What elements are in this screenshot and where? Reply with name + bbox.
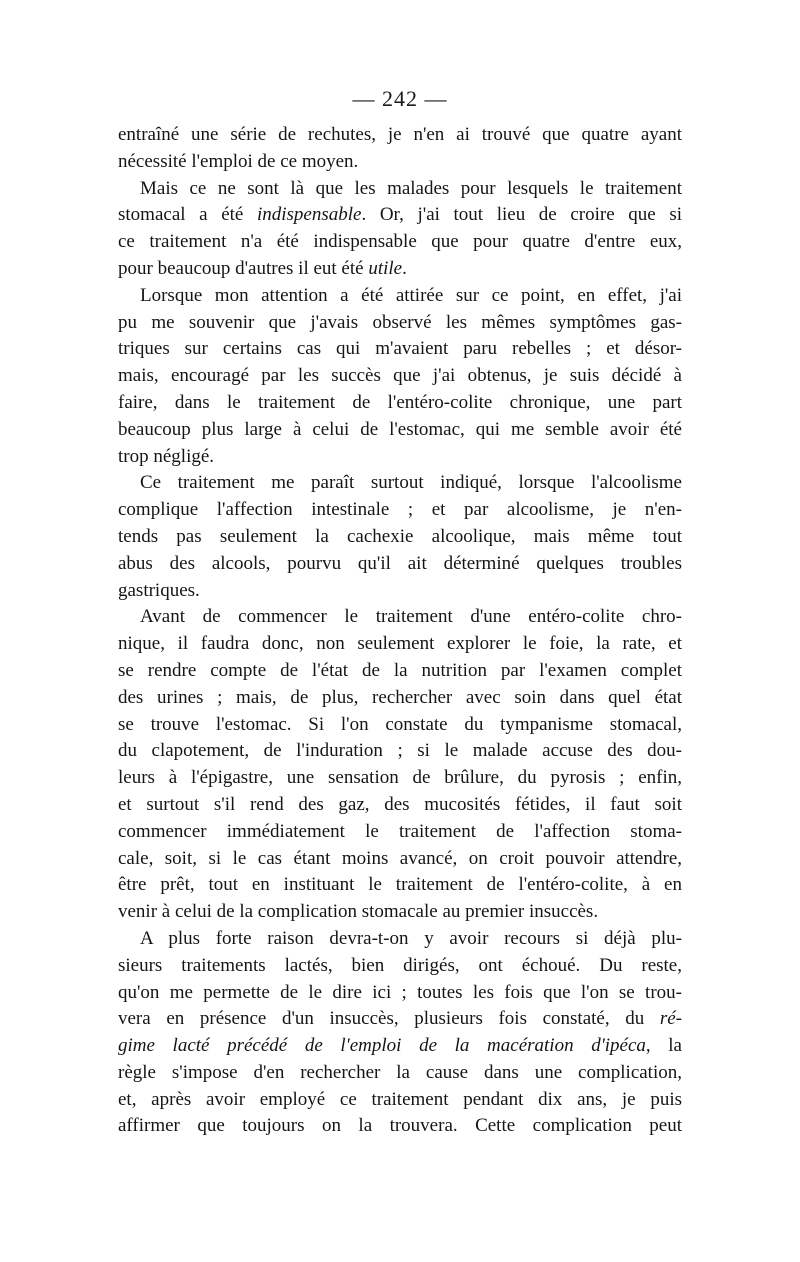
text-segment: . Or, j'ai tout lieu de croire que si: [361, 204, 683, 226]
text-line: triques sur certains cas qui m'avaient paru rebelles ; et désor-: [118, 338, 682, 360]
text-line: A plus forte raison devra-t-on y avoir recours si déjà plu-: [140, 927, 682, 949]
text-line: abus des alcools, pourvu qu'il ait déterminé quelques troubles: [118, 552, 682, 574]
text-line: Avant de commencer le traitement d'une entéro-colite chro-: [140, 606, 682, 628]
text-line: [118, 256, 682, 283]
text-line: Mais ce ne sont là que les malades pour lesquels le traitement: [140, 177, 682, 199]
text-line: ce traitement n'a été indispensable que pour quatre d'entre eux,: [118, 231, 682, 253]
text-line: se rendre compte de l'état de la nutrition par l'examen complet: [118, 659, 682, 681]
text-segment: vera en présence d'un insuccès, plusieurs fois constaté, du: [118, 1008, 660, 1030]
body-text: [118, 122, 682, 1140]
page-number: — 242 —: [352, 86, 448, 111]
paragraph: [118, 122, 682, 176]
text-line: sieurs traitements lactés, bien dirigés, ont échoué. Du reste,: [118, 954, 682, 976]
text-line: nique, il faudra donc, non seulement explorer le foie, la rate, et: [118, 633, 682, 655]
text-segment: pour beaucoup d'autres il eut été: [118, 257, 369, 279]
text-line: du clapotement, de l'induration ; si le malade accuse des dou-: [118, 740, 682, 762]
text-line: leurs à l'épigastre, une sensation de brûlure, du pyrosis ; enfin,: [118, 767, 682, 789]
text-line: être prêt, tout en instituant le traitement de l'entéro-colite, à en: [118, 874, 682, 896]
paragraph: [118, 283, 682, 471]
text-line: affirmer que toujours on la trouvera. Cette complication peut: [118, 1115, 682, 1137]
text-line: [118, 1006, 682, 1033]
text-line: complique l'affection intestinale ; et par alcoolisme, je n'en-: [118, 499, 682, 521]
italic-text: ré-: [659, 1008, 682, 1030]
text-line: Lorsque mon attention a été attirée sur ce point, en effet, j'ai: [140, 284, 682, 306]
text-line: trop négligé.: [118, 445, 215, 467]
text-line: entraîné une série de rechutes, je n'en ai trouvé que quatre ayant: [118, 124, 682, 145]
text-line: [118, 202, 682, 229]
text-line: cale, soit, si le cas étant moins avancé, on croit pouvoir attendre,: [118, 847, 682, 869]
text-line: se trouve l'estomac. Si l'on constate du tympanisme stomacal,: [118, 713, 682, 735]
italic-text: indispensable: [256, 204, 362, 226]
text-segment: stomacal a été: [118, 204, 257, 226]
text-line: et, après avoir employé ce traitement pendant dix ans, je puis: [118, 1088, 682, 1110]
text-line: mais, encouragé par les succès que j'ai obtenus, je suis décidé à: [118, 365, 682, 387]
text-segment: , la: [645, 1035, 682, 1057]
paragraph: [118, 176, 682, 283]
text-line: commencer immédiatement le traitement de l'affection stoma-: [118, 820, 682, 842]
text-line: beaucoup plus large à celui de l'estomac, qui me semble avoir été: [118, 418, 682, 440]
text-line: gastriques.: [118, 579, 200, 601]
paragraph: [118, 926, 682, 1140]
text-line: tends pas seulement la cachexie alcoolique, mais même tout: [118, 525, 682, 547]
text-line: et surtout s'il rend des gaz, des mucosités fétides, il faut soit: [118, 793, 682, 815]
paragraph: [118, 604, 682, 926]
text-line: règle s'impose d'en rechercher la cause dans une complication,: [118, 1061, 682, 1083]
text-line: venir à celui de la complication stomacale au premier insuccès.: [118, 901, 599, 923]
text-segment: .: [402, 257, 407, 279]
text-line: faire, dans le traitement de l'entéro-colite chronique, une part: [118, 391, 682, 413]
text-line: [118, 1033, 682, 1060]
paragraph: [118, 470, 682, 604]
text-line: qu'on me permette de le dire ici ; toutes les fois que l'on se trou-: [118, 981, 682, 1003]
text-line: Ce traitement me paraît surtout indiqué, lorsque l'alcoolisme: [140, 472, 682, 494]
italic-text: utile: [368, 257, 403, 279]
text-line: des urines ; mais, de plus, rechercher avec soin dans quel état: [118, 686, 682, 708]
text-line: pu me souvenir que j'avais observé les mêmes symptômes gas-: [118, 311, 682, 333]
italic-text: gime lacté précédé de l'emploi de la macération d'ipéca: [118, 1035, 646, 1057]
text-line: nécessité l'emploi de ce moyen.: [118, 150, 359, 172]
